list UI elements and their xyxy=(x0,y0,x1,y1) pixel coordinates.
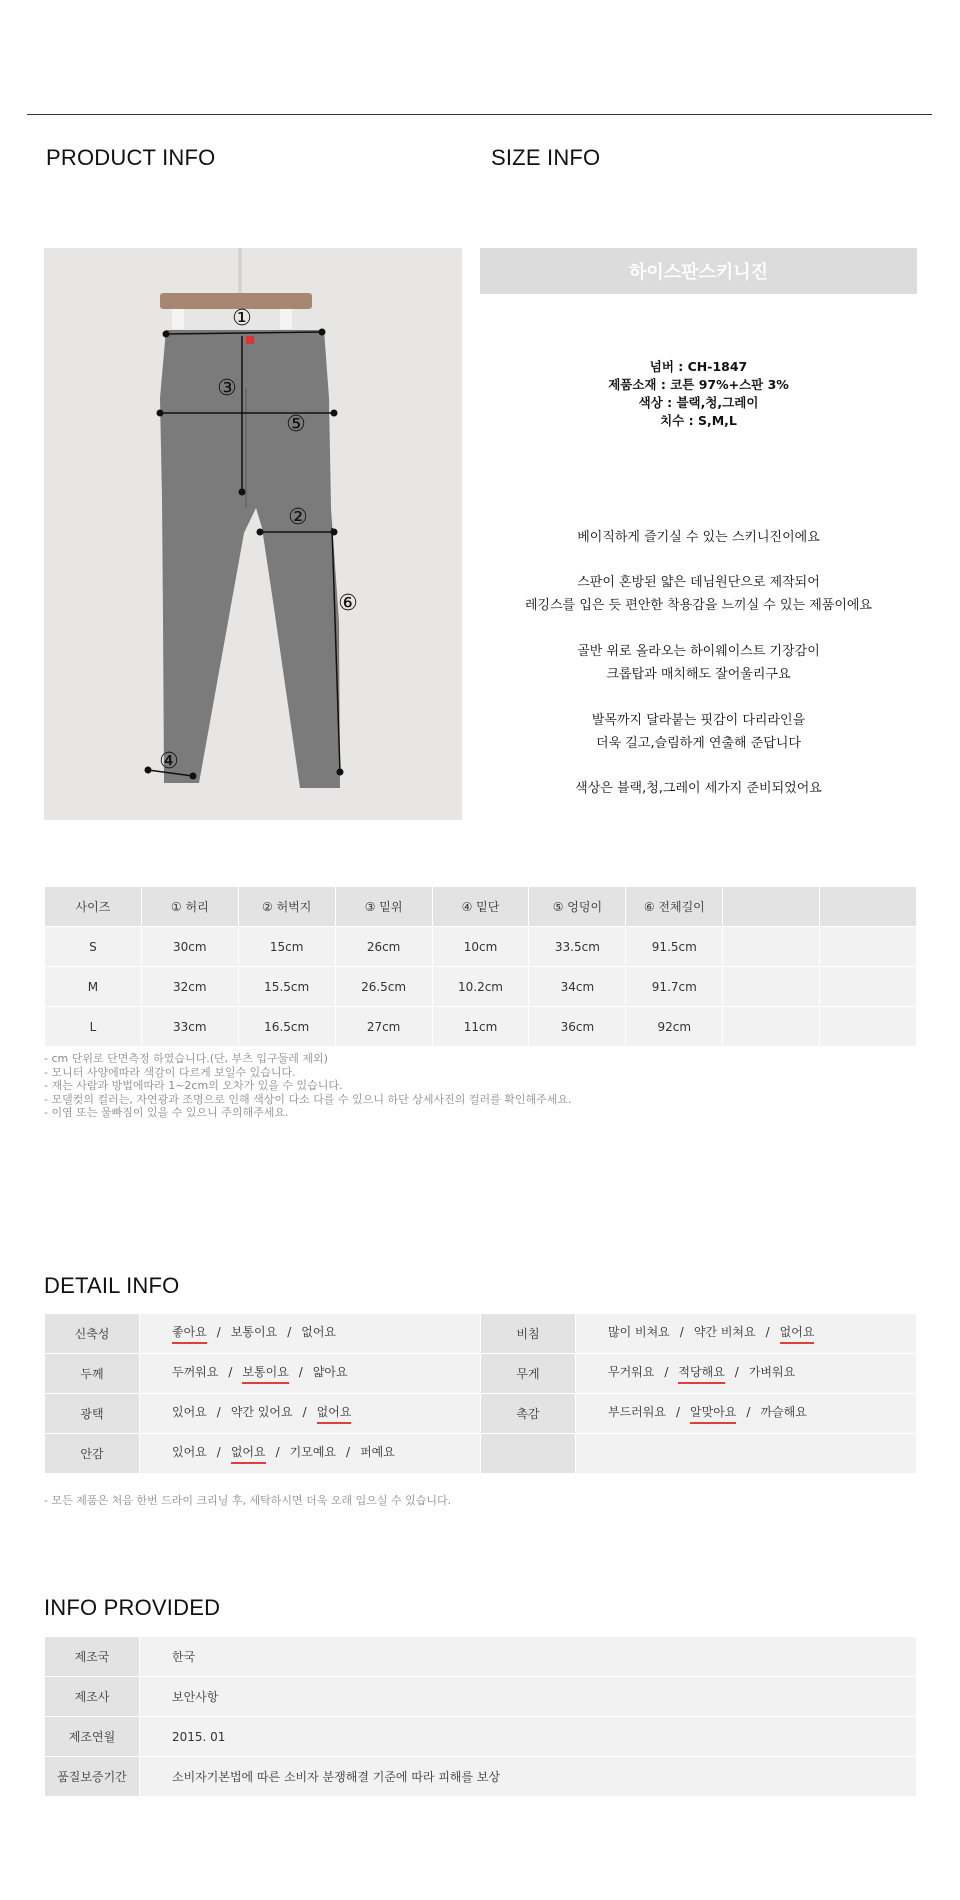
info-value: 한국 xyxy=(140,1637,917,1677)
detail-option: 무거워요 xyxy=(608,1365,655,1379)
size-cell: 91.7cm xyxy=(626,967,723,1007)
detail-options: 두꺼워요 / 보통이요 / 얇아요 xyxy=(140,1354,481,1394)
spec-color: 색상 : 블랙,청,그레이 xyxy=(638,395,759,410)
size-cell xyxy=(723,927,820,967)
size-cell: L xyxy=(45,1007,142,1047)
size-cell: 26cm xyxy=(335,927,432,967)
size-cell xyxy=(820,927,917,967)
detail-option: 가벼워요 xyxy=(748,1365,796,1379)
size-cell: 10cm xyxy=(432,927,529,967)
size-header-cell: ③ 밑위 xyxy=(335,887,432,927)
detail-option-selected: 보통이요 xyxy=(242,1363,288,1384)
size-cell: 15.5cm xyxy=(238,967,335,1007)
size-cell: 11cm xyxy=(432,1007,529,1047)
detail-label: 무게 xyxy=(481,1354,576,1394)
size-header-cell xyxy=(723,887,820,927)
top-divider xyxy=(27,114,932,115)
size-table-header xyxy=(45,887,917,927)
marker-2: ② xyxy=(288,505,308,530)
info-value: 2015. 01 xyxy=(140,1717,917,1757)
table-row xyxy=(45,1637,917,1677)
detail-option: 약간 있어요 xyxy=(230,1405,293,1419)
info-label: 제조연월 xyxy=(45,1717,140,1757)
table-row xyxy=(45,1354,917,1394)
marker-4: ④ xyxy=(159,749,179,774)
detail-option: 없어요 xyxy=(301,1325,337,1339)
desc-line: 베이직하게 즐기실 수 있는 스키니진이에요 xyxy=(577,530,820,545)
jeans-illustration xyxy=(44,248,462,820)
detail-options: 있어요 / 없어요 / 기모예요 / 퍼예요 xyxy=(140,1434,481,1474)
size-cell: 10.2cm xyxy=(432,967,529,1007)
table-row xyxy=(45,1314,917,1354)
detail-options: 좋아요 / 보통이요 / 없어요 xyxy=(140,1314,481,1354)
size-cell xyxy=(820,967,917,1007)
detail-label-empty xyxy=(481,1434,576,1474)
table-row xyxy=(45,1717,917,1757)
size-header-cell: ⑥ 전체길이 xyxy=(626,887,723,927)
table-row xyxy=(45,1757,917,1797)
detail-option-selected: 없어요 xyxy=(317,1403,352,1424)
detail-options: 부드러워요 / 알맞아요 / 까슬해요 xyxy=(576,1394,917,1434)
size-header-cell: 사이즈 xyxy=(45,887,142,927)
size-cell: 91.5cm xyxy=(626,927,723,967)
detail-options-empty xyxy=(576,1434,917,1474)
size-header-cell: ④ 밑단 xyxy=(432,887,529,927)
size-table xyxy=(44,886,917,1047)
info-value: 보안사항 xyxy=(140,1677,917,1717)
table-row xyxy=(45,967,917,1007)
info-provided-title: INFO PROVIDED xyxy=(44,1595,221,1620)
size-header-cell xyxy=(820,887,917,927)
detail-info-title: DETAIL INFO xyxy=(44,1273,180,1298)
size-cell: 32cm xyxy=(141,967,238,1007)
detail-label: 두께 xyxy=(45,1354,140,1394)
detail-options: 무거워요 / 적당해요 / 가벼워요 xyxy=(576,1354,917,1394)
desc-line: 색상은 블랙,청,그레이 세가지 준비되었어요 xyxy=(575,781,822,796)
size-notes xyxy=(44,1052,571,1120)
desc-line: 발목까지 달라붙는 핏감이 다리라인을 xyxy=(591,713,806,728)
note-line: - 모니터 사양에따라 색감이 다르게 보일수 있습니다. xyxy=(44,1065,296,1079)
detail-label: 촉감 xyxy=(481,1394,576,1434)
marker-5: ⑤ xyxy=(286,412,306,437)
size-header-cell: ⑤ 엉덩이 xyxy=(529,887,626,927)
info-value: 소비자기본법에 따른 소비자 분쟁해결 기준에 따라 피해를 보상 xyxy=(140,1757,917,1797)
info-label: 제조국 xyxy=(45,1637,140,1677)
size-cell: M xyxy=(45,967,142,1007)
detail-option: 얇아요 xyxy=(312,1365,348,1379)
desc-line: 레깅스를 입은 듯 편안한 착용감을 느끼실 수 있는 제품이에요 xyxy=(524,598,872,613)
detail-option-selected: 알맞아요 xyxy=(690,1403,736,1424)
detail-label: 안감 xyxy=(45,1434,140,1474)
desc-line: 스판이 혼방된 얇은 데님원단으로 제작되어 xyxy=(577,575,820,590)
desc-line: 크롭탑과 매치해도 잘어울리구요 xyxy=(606,667,791,682)
info-label: 제조사 xyxy=(45,1677,140,1717)
spec-size: 치수 : S,M,L xyxy=(660,413,737,428)
marker-6: ⑥ xyxy=(338,591,358,616)
product-photo xyxy=(44,248,462,820)
product-info-title: PRODUCT INFO xyxy=(46,145,216,170)
marker-3: ③ xyxy=(217,376,237,401)
note-line: - 모델컷의 컬러는, 자연광과 조명으로 인해 색상이 다소 다를 수 있으니 하단 상세사진의 컬러를 확인해주세요. xyxy=(44,1092,572,1106)
detail-option: 있어요 xyxy=(172,1445,207,1459)
size-info-title: SIZE INFO xyxy=(491,145,601,170)
size-cell: 34cm xyxy=(529,967,626,1007)
note-line: - 재는 사람과 방법에따라 1~2cm의 오차가 있을 수 있습니다. xyxy=(44,1079,343,1092)
size-header-cell: ② 허벅지 xyxy=(238,887,335,927)
detail-label: 광택 xyxy=(45,1394,140,1434)
size-cell: 26.5cm xyxy=(335,967,432,1007)
size-header-cell: ① 허리 xyxy=(141,887,238,927)
table-row xyxy=(45,1007,917,1047)
spec-number: 넘버 : CH-1847 xyxy=(649,359,748,374)
size-cell: S xyxy=(45,927,142,967)
note-line: - cm 단위로 단면측정 하였습니다.(단, 부츠 입구둘레 제외) xyxy=(44,1052,328,1065)
detail-note: - 모든 제품은 처음 한번 드라이 크리닝 후, 세탁하시면 더욱 오래 입으실 수 있습니다. xyxy=(44,1494,452,1507)
table-row xyxy=(45,927,917,967)
detail-option: 많이 비쳐요 xyxy=(608,1325,670,1339)
size-cell: 15cm xyxy=(238,927,335,967)
size-cell: 27cm xyxy=(335,1007,432,1047)
detail-label: 비침 xyxy=(481,1314,576,1354)
size-cell xyxy=(723,967,820,1007)
spec-material: 제품소재 : 코튼 97%+스판 3% xyxy=(608,377,789,392)
detail-label: 신축성 xyxy=(45,1314,140,1354)
detail-table xyxy=(44,1313,917,1474)
size-cell xyxy=(820,1007,917,1047)
detail-option: 기모예요 xyxy=(289,1445,337,1459)
note-line: - 이염 또는 물빠짐이 있을 수 있으니 주의해주세요. xyxy=(44,1106,289,1119)
detail-option: 있어요 xyxy=(172,1405,207,1419)
size-cell: 16.5cm xyxy=(238,1007,335,1047)
detail-option-selected: 없어요 xyxy=(780,1323,815,1344)
product-name-bar: 하이스판스키니진 xyxy=(480,248,917,294)
size-cell xyxy=(723,1007,820,1047)
detail-options: 많이 비쳐요 / 약간 비쳐요 / 없어요 xyxy=(576,1314,917,1354)
size-cell: 33.5cm xyxy=(529,927,626,967)
detail-option: 약간 비쳐요 xyxy=(693,1325,756,1339)
info-label: 품질보증기간 xyxy=(45,1757,140,1797)
desc-line: 더욱 길고,슬림하게 연출해 준답니다 xyxy=(596,736,801,751)
marker-1: ① xyxy=(232,306,252,331)
table-row xyxy=(45,1434,917,1474)
detail-option-selected: 좋아요 xyxy=(172,1323,207,1344)
size-cell: 33cm xyxy=(141,1007,238,1047)
table-row xyxy=(45,1394,917,1434)
detail-option: 두꺼워요 xyxy=(172,1365,219,1379)
info-provided-table xyxy=(44,1636,917,1797)
detail-options: 있어요 / 약간 있어요 / 없어요 xyxy=(140,1394,481,1434)
detail-option: 보통이요 xyxy=(230,1325,278,1339)
size-cell: 30cm xyxy=(141,927,238,967)
detail-option: 퍼예요 xyxy=(360,1445,395,1459)
detail-option-selected: 없어요 xyxy=(231,1443,266,1464)
size-cell: 92cm xyxy=(626,1007,723,1047)
table-row xyxy=(45,1677,917,1717)
desc-line: 골반 위로 올라오는 하이웨이스트 기장감이 xyxy=(577,644,820,659)
size-cell: 36cm xyxy=(529,1007,626,1047)
detail-option: 부드러워요 xyxy=(608,1405,666,1419)
detail-option: 까슬해요 xyxy=(760,1405,807,1419)
detail-option-selected: 적당해요 xyxy=(678,1363,724,1384)
